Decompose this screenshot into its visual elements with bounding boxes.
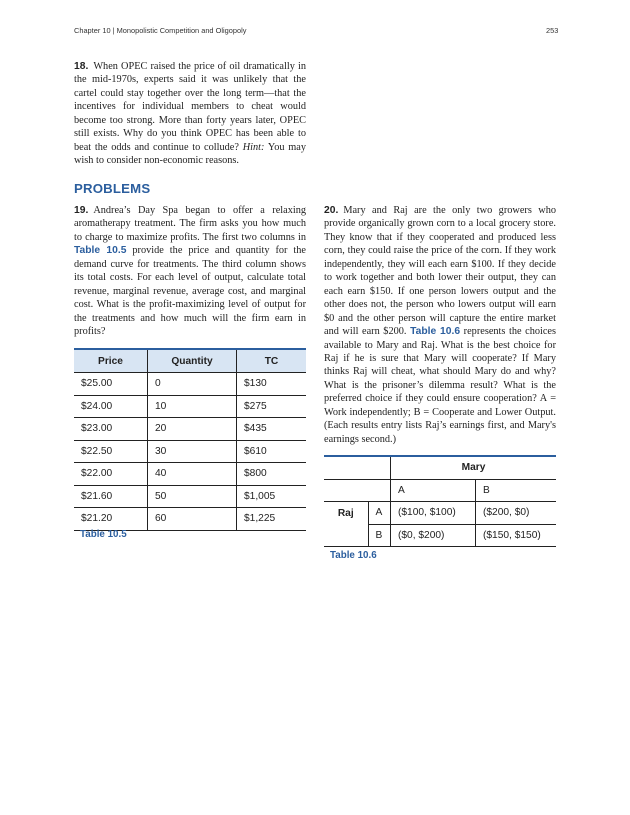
table-10-6 bbox=[324, 455, 556, 547]
question-19 bbox=[74, 204, 306, 339]
quantity-cell: 60 bbox=[148, 508, 237, 531]
table-row bbox=[74, 508, 306, 531]
question-18-hint-text: You may wish to consider non-economic reasons. bbox=[74, 141, 306, 167]
price-cell: $24.00 bbox=[74, 395, 148, 418]
price-cell: $21.60 bbox=[74, 485, 148, 508]
table-row bbox=[74, 440, 306, 463]
tc-cell: $610 bbox=[237, 440, 307, 463]
empty-header-cell bbox=[324, 479, 368, 502]
question-18-number: 18. bbox=[74, 61, 89, 72]
tc-cell: $130 bbox=[237, 373, 307, 396]
quantity-cell: 50 bbox=[148, 485, 237, 508]
tc-cell: $1,225 bbox=[237, 508, 307, 531]
table-10-5 bbox=[74, 348, 306, 531]
question-18-text: When OPEC raised the price of oil dramatically in the mid-1970s, experts said it was unlikely that the cartel could stay together over the long term—that the incentives for individual members to cheat would become too strong. More than forty years later, OPEC still exists. Why do you think OPEC has been able to beat the odds and continue to collude? bbox=[74, 61, 306, 153]
question-18 bbox=[74, 60, 306, 168]
table-header-row bbox=[324, 479, 556, 502]
price-cell: $22.00 bbox=[74, 463, 148, 486]
payoff-cell-ba: ($0, $200) bbox=[391, 524, 476, 547]
question-18-hint-label: Hint: bbox=[242, 141, 265, 153]
empty-header-cell bbox=[368, 479, 391, 502]
quantity-cell: 0 bbox=[148, 373, 237, 396]
question-20-text-before: Mary and Raj are the only two growers who provide organically grown corn to a local grocery store. They know that if they cooperated and produced less corn, they could raise the price of the corn. If they work independently, they will each earn $100. If they decide to work together and both lower their output, they can each earn $150. If one person lowers output and the other does not, the person who lowers output will earn $0 and the other person will capture the entire market and will earn $200. bbox=[324, 205, 556, 338]
tc-cell: $275 bbox=[237, 395, 307, 418]
question-20 bbox=[324, 204, 556, 446]
column-label-mary-a: A bbox=[391, 479, 476, 502]
question-19-text-after: provide the price and quantity for the demand curve for treatments. The third column shows its total costs. For each level of output, calculate total revenue, marginal revenue, average cost, and marginal cost. What is the profit-maximizing level of output for the treatments and how much will the firm earn in profits? bbox=[74, 245, 306, 338]
empty-header-cell bbox=[324, 456, 368, 479]
question-19-text-before: Andrea’s Day Spa began to offer a relaxing aromatherapy treatment. The firm asks you how much to charge to maximize profits. The first two columns in bbox=[74, 205, 306, 243]
table-row bbox=[74, 395, 306, 418]
column-header-quantity: Quantity bbox=[148, 349, 237, 373]
quantity-cell: 40 bbox=[148, 463, 237, 486]
table-10-5-caption: Table 10.5 bbox=[80, 529, 127, 540]
running-header-chapter: Chapter 10 | Monopolistic Competition and Oligopoly bbox=[74, 26, 247, 35]
table-row bbox=[324, 502, 556, 525]
quantity-cell: 30 bbox=[148, 440, 237, 463]
payoff-cell-bb: ($150, $150) bbox=[476, 524, 557, 547]
tc-cell: $800 bbox=[237, 463, 307, 486]
row-label-raj-b: B bbox=[368, 524, 391, 547]
price-cell: $21.20 bbox=[74, 508, 148, 531]
table-row bbox=[74, 485, 306, 508]
quantity-cell: 10 bbox=[148, 395, 237, 418]
page-number: 253 bbox=[546, 26, 559, 35]
column-header-price: Price bbox=[74, 349, 148, 373]
column-player-mary: Mary bbox=[391, 456, 557, 479]
table-row bbox=[74, 373, 306, 396]
row-label-raj-a: A bbox=[368, 502, 391, 525]
price-cell: $23.00 bbox=[74, 418, 148, 441]
table-10-5-reference-link[interactable]: Table 10.5 bbox=[74, 245, 127, 257]
payoff-cell-aa: ($100, $100) bbox=[391, 502, 476, 525]
table-10-6-reference-link[interactable]: Table 10.6 bbox=[410, 326, 461, 338]
question-20-text-after: represents the choices available to Mary and Raj. What is the best choice for Raj if he is sure that Mary will cooperate? If Mary thinks Raj will cheat, what should Mary do and why? What is the prisoner’s dilemma result? What is the preferred choice if they could ensure cooperation? A = Work independently; B = Cooperate and Lower Output. (Each results entry lists Raj’s earnings first, and Mary's earnings second.) bbox=[324, 326, 557, 445]
tc-cell: $435 bbox=[237, 418, 307, 441]
table-row bbox=[74, 418, 306, 441]
column-label-mary-b: B bbox=[476, 479, 557, 502]
table-10-6-caption: Table 10.6 bbox=[330, 550, 377, 561]
price-cell: $22.50 bbox=[74, 440, 148, 463]
payoff-cell-ab: ($200, $0) bbox=[476, 502, 557, 525]
question-19-number: 19. bbox=[74, 205, 89, 216]
price-cell: $25.00 bbox=[74, 373, 148, 396]
empty-cell bbox=[324, 524, 368, 547]
empty-header-cell bbox=[368, 456, 391, 479]
column-header-tc: TC bbox=[237, 349, 307, 373]
table-row bbox=[324, 524, 556, 547]
tc-cell: $1,005 bbox=[237, 485, 307, 508]
row-player-raj: Raj bbox=[337, 507, 354, 519]
question-20-number: 20. bbox=[324, 205, 339, 216]
table-header-row bbox=[74, 349, 306, 373]
section-heading-problems: PROBLEMS bbox=[74, 181, 151, 196]
table-row bbox=[74, 463, 306, 486]
table-header-row bbox=[324, 456, 556, 479]
quantity-cell: 20 bbox=[148, 418, 237, 441]
